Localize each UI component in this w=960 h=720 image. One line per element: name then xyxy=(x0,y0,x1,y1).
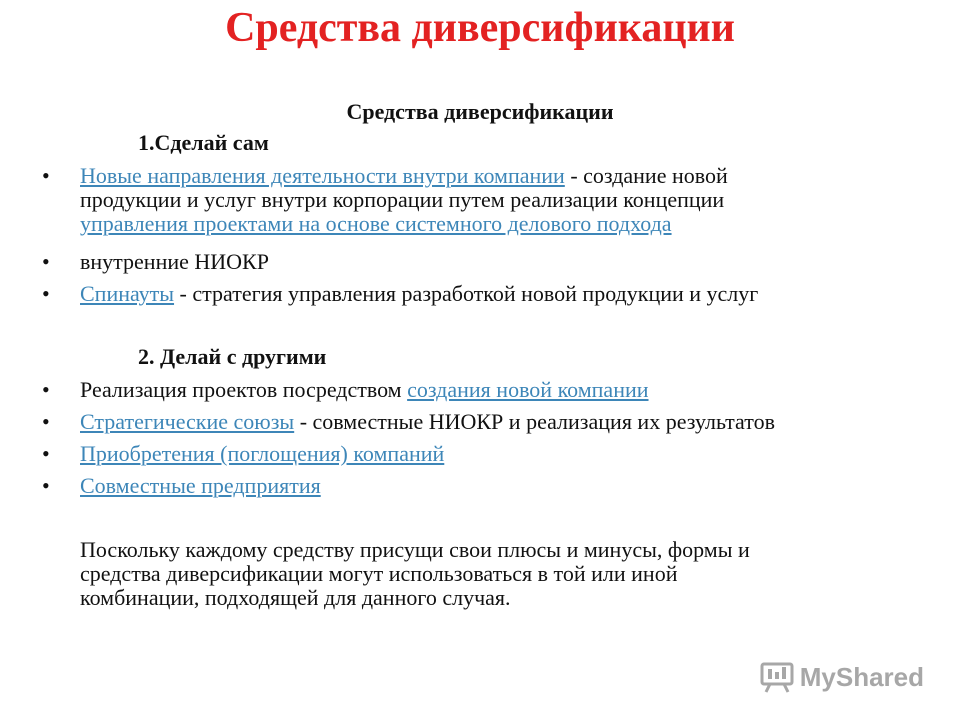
presentation-board-icon xyxy=(760,660,794,694)
bullet-dot: • xyxy=(42,409,50,434)
bullet-dot: • xyxy=(42,249,50,274)
link-joint-ventures[interactable]: Совместные предприятия xyxy=(80,473,321,498)
list-item-text: - создание новой xyxy=(564,163,728,188)
link-create-new-company[interactable]: создания новой компании xyxy=(407,377,649,402)
section-heading-do-it-yourself: 1.Сделай сам xyxy=(138,130,269,155)
list-item-text: внутренние НИОКР xyxy=(80,249,269,274)
list-item-text: продукции и услуг внутри корпорации путем реализации концепции xyxy=(80,187,725,212)
link-acquisitions[interactable]: Приобретения (поглощения) компаний xyxy=(80,441,445,466)
watermark-logo xyxy=(760,660,924,694)
list-item-text: - совместные НИОКР и реализация их результатов xyxy=(294,409,775,434)
slide-title: Средства диверсификации xyxy=(225,5,735,51)
link-strategic-alliances[interactable]: Стратегические союзы xyxy=(80,409,295,434)
watermark-text: MyShared xyxy=(799,661,924,692)
list-item-text: Реализация проектов посредством xyxy=(80,377,408,402)
bullet-dot: • xyxy=(42,281,50,306)
paragraph-line: Поскольку каждому средству присущи свои плюсы и минусы, формы и xyxy=(80,537,750,562)
link-project-management[interactable]: управления проектами на основе системного делового подхода xyxy=(80,211,672,236)
bullet-dot: • xyxy=(42,441,50,466)
link-spinouts[interactable]: Спинауты xyxy=(80,281,175,306)
bullet-dot: • xyxy=(42,473,50,498)
bullet-dot: • xyxy=(42,377,50,402)
conclusion-paragraph xyxy=(80,538,750,610)
slide-subtitle: Средства диверсификации xyxy=(346,99,614,124)
list-item-text: - стратегия управления разработкой новой продукции и услуг xyxy=(174,281,759,306)
section-heading-do-with-others: 2. Делай с другими xyxy=(138,344,327,369)
link-new-directions[interactable]: Новые направления деятельности внутри компании xyxy=(80,163,565,188)
paragraph-line: средства диверсификации могут использоваться в той или иной xyxy=(80,561,678,586)
bullet-dot: • xyxy=(42,163,50,188)
paragraph-line: комбинации, подходящей для данного случая. xyxy=(80,585,511,610)
